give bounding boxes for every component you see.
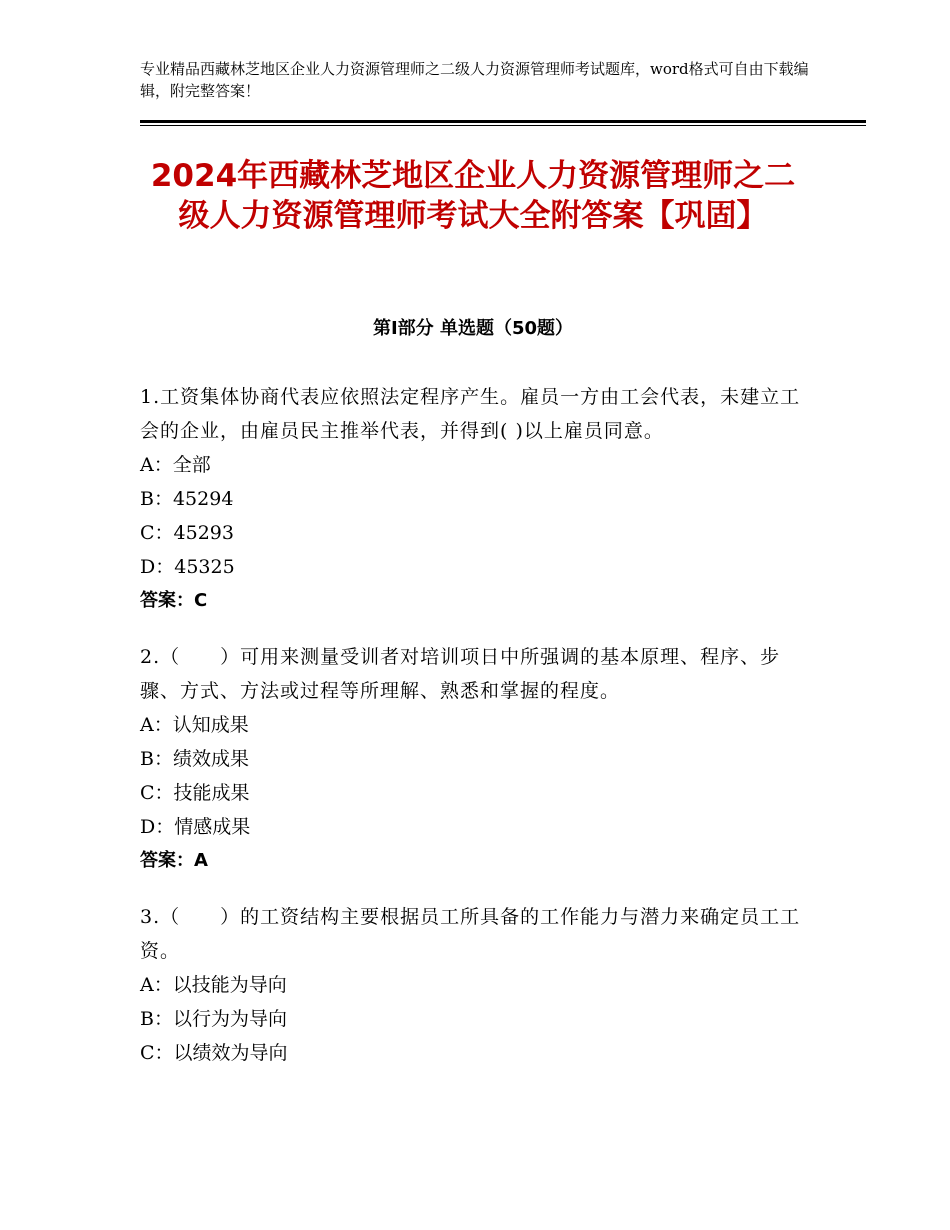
option-a: A：全部	[140, 454, 211, 476]
option-d: D：45325	[140, 556, 235, 578]
question-list	[140, 380, 806, 1092]
question-1	[140, 380, 806, 618]
option-c: C：以绩效为导向	[140, 1042, 288, 1064]
option-b: B：45294	[140, 488, 234, 510]
option-a: A：认知成果	[140, 714, 249, 736]
header-rule-thin	[140, 125, 866, 126]
question-3	[140, 900, 806, 1070]
option-d: D：情感成果	[140, 816, 251, 838]
header-rule-thick	[140, 120, 866, 123]
question-text: 3.（ ）的工资结构主要根据员工所具备的工作能力与潜力来确定员工工资。	[140, 906, 801, 962]
option-b: B：以行为为导向	[140, 1008, 287, 1030]
answer-line: 答案：C	[140, 590, 208, 611]
question-text: 1.工资集体协商代表应依照法定程序产生。雇员一方由工会代表，未建立工会的企业，由雇员民主推举代表，并得到( )以上雇员同意。	[140, 386, 801, 442]
question-text: 2.（ ）可用来测量受训者对培训项日中所强调的基本原理、程序、步骤、方式、方法或过程等所理解、熟悉和掌握的程度。	[140, 646, 781, 702]
section-title: 第Ⅰ部分 单选题（50题）	[372, 318, 573, 339]
header-note: 专业精品西藏林芝地区企业人力资源管理师之二级人力资源管理师考试题库，word格式可自由下载编辑，附完整答案！	[140, 60, 809, 100]
question-2	[140, 640, 806, 878]
option-c: C：45293	[140, 522, 234, 544]
document-title: 2024年西藏林芝地区企业人力资源管理师之二级人力资源管理师考试大全附答案【巩固】	[150, 158, 796, 234]
option-b: B：绩效成果	[140, 748, 249, 770]
answer-line: 答案：A	[140, 850, 208, 871]
option-c: C：技能成果	[140, 782, 250, 804]
option-a: A：以技能为导向	[140, 974, 287, 996]
